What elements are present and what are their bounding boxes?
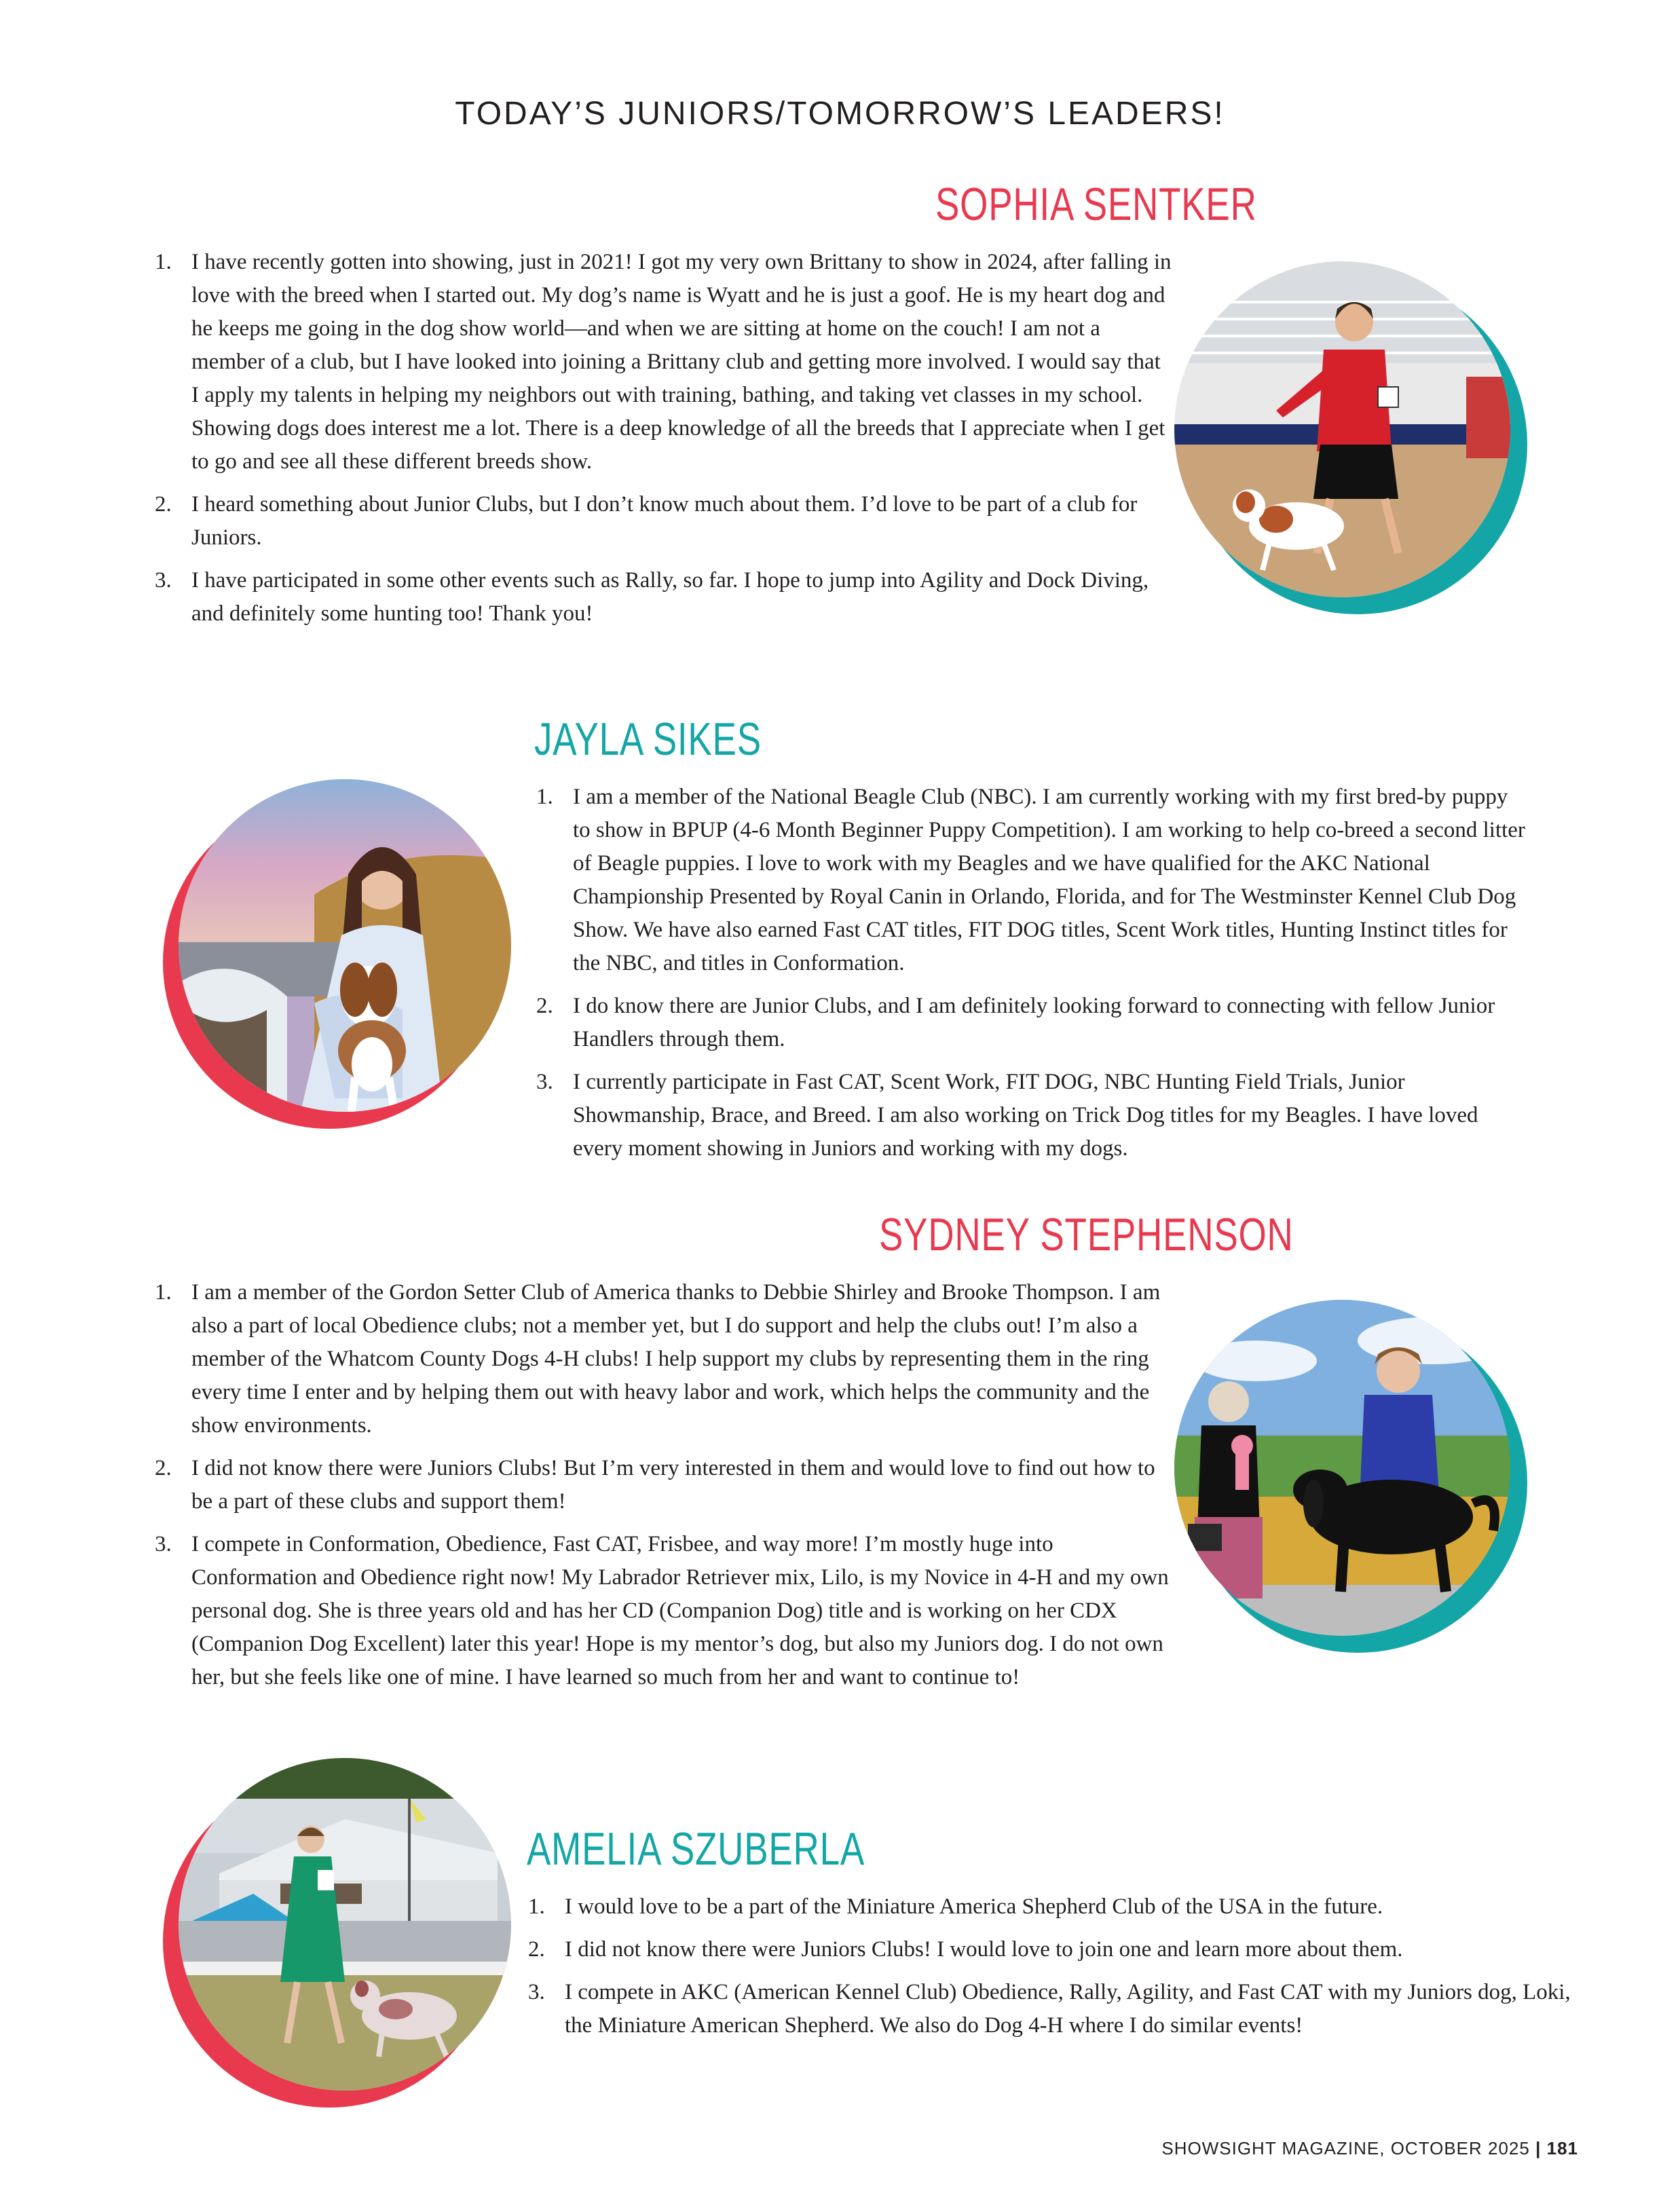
photo-jayla-image (179, 779, 511, 1112)
photo-amelia (163, 1758, 519, 2108)
page-header: TODAY’S JUNIORS/TOMORROW’S LEADERS! (455, 96, 1225, 132)
answer-item: 1. I am a member of the National Beagle Club (NBC). I am currently working with my first bred-by puppy to show in BPUP (4-6 Month Beginner Puppy Competition). I am working to help co-breed a second litter of Beagle puppies. I love to work with my Beagles and we have qualified for the AKC National Championship Presented by Royal Canin in Orlando, Florida, and for The Westminster Kennel Club Dog Show. We have also earned Fast CAT titles, FIT DOG titles, Scent Work titles, Hunting Instinct titles for the NBC, and titles in Conformation. (536, 785, 1525, 975)
answer-item: 1. I am a member of the Gordon Setter Club of America thanks to Debbie Shirley and Brooke Thompson. I am also a part of local Obedience clubs; not a member yet, but I do support and help the clubs out! I’m also a member of the Whatcom County Dogs 4-H clubs! I help support my clubs by representing them in the ring every time I enter and by helping them out with heavy labor and work, which helps the community and the show environments. (155, 1280, 1161, 1438)
answer-item: 2. I do know there are Junior Clubs, and I am definitely looking forward to connecting with fellow Junior Handlers through them. (536, 994, 1495, 1051)
footer-magazine: SHOWSIGHT MAGAZINE, OCTOBER 2025 (1161, 2138, 1530, 2158)
photo-sydney (1174, 1300, 1527, 1653)
answer-item: 3. I have participated in some other events such as Rally, so far. I hope to jump into Agility and Dock Diving, and definitely some hunting too! Thank you! (155, 568, 1149, 626)
answer-item: 1. I would love to be a part of the Miniature America Shepherd Club of the USA in the future. (528, 1894, 1383, 1919)
junior-name-sydney: SYDNEY STEPHENSON (879, 1209, 1294, 1260)
page-footer (1161, 2138, 1578, 2159)
answers-sydney (155, 1276, 1173, 1704)
answers-jayla (536, 781, 1531, 1175)
answers-amelia (528, 1890, 1580, 2052)
answer-item: 2. I did not know there were Juniors Clubs! But I’m very interested in them and would love to find out how to be a part of these clubs and support them! (155, 1456, 1155, 1514)
junior-name-sophia: SOPHIA SENTKER (935, 179, 1257, 230)
answer-item: 1. I have recently gotten into showing, just in 2021! I got my very own Brittany to show in 2024, after falling in love with the breed when I started out. My dog’s name is Wyatt and he is just a goof. He is my heart dog and he keeps me going in the dog show world—and when we are sitting at home on the couch! I am not a member of a club, but I have looked into joining a Brittany club and getting more involved. I would say that I apply my talents in helping my neighbors out with training, bathing, and taking vet classes in my school. Showing dogs does interest me a lot. There is a deep knowledge of all the breeds that I appreciate when I get to go and see all these different breeds show. (155, 250, 1172, 474)
answer-item: 3. I compete in Conformation, Obedience, Fast CAT, Frisbee, and way more! I’m mostly huge into Conformation and Obedience right now! My Labrador Retriever mix, Lilo, is my Novice in 4-H and my own personal dog. She is three years old and has her CD (Companion Dog) title and is working on her CDX (Companion Dog Excellent) later this year! Hope is my mentor’s dog, but also my Juniors dog. I do not own her, but she feels like one of mine. I have learned so much from her and want to continue to! (155, 1532, 1169, 1689)
photo-amelia-image (179, 1758, 511, 2091)
answer-item: 3. I compete in AKC (American Kennel Club) Obedience, Rally, Agility, and Fast CAT with my Juniors dog, Loki, the Miniature American Shepherd. We also do Dog 4-H where I do similar events! (528, 1980, 1571, 2038)
page-number: 181 (1546, 2138, 1578, 2158)
answer-item: 2. I did not know there were Juniors Clubs! I would love to join one and learn more about them. (528, 1937, 1403, 1962)
answers-sophia (155, 246, 1173, 640)
answer-item: 3. I currently participate in Fast CAT, Scent Work, FIT DOG, NBC Hunting Field Trials, Junior Showmanship, Brace, and Breed. I am also working on Trick Dog titles for my Beagles. I have loved every moment showing in Juniors and working with my dogs. (536, 1070, 1478, 1161)
photo-sydney-image (1174, 1300, 1510, 1636)
junior-name-amelia: AMELIA SZUBERLA (527, 1823, 865, 1875)
photo-sophia-image (1174, 261, 1510, 597)
junior-name-jayla: JAYLA SIKES (534, 713, 762, 765)
footer-separator: | (1535, 2138, 1542, 2158)
photo-jayla (163, 779, 519, 1125)
photo-sophia (1174, 261, 1527, 614)
answer-item: 2. I heard something about Junior Clubs, but I don’t know much about them. I’d love to be part of a club for Juniors. (155, 492, 1138, 550)
